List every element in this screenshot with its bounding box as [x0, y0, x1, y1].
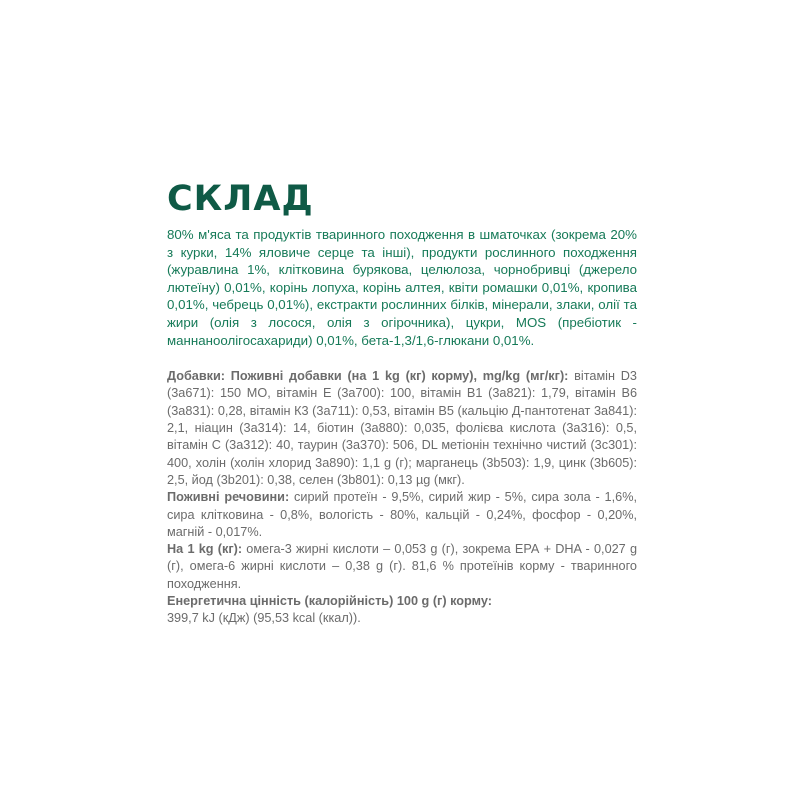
nutrients-label: Поживні речовини:: [167, 490, 290, 505]
per-kg-label: На 1 kg (кг):: [167, 542, 243, 557]
additives-paragraph: [167, 368, 637, 489]
energy-text: 399,7 kJ (кДж) (95,53 kcal (ккал)).: [167, 611, 361, 626]
composition-section: [167, 178, 637, 628]
section-title: СКЛАД: [167, 179, 314, 219]
energy-label-paragraph: [167, 593, 637, 610]
per-kg-paragraph: [167, 541, 637, 593]
composition-text: 80% м'яса та продуктів тваринного походження в шматочках (зокрема 20% з курки, 14% яловиче серце та інші), продукти рослинного походження (журавлина 1%, клітковина бурякова, целюлоза, чорнобривці (джерело лютеїну) 0,01%, корінь лопуха, корінь алтея, квіти ромашки 0,01%, кропива 0,01%, чебрець 0,01%), екстракти рослинних білків, мінерали, злаки, олії та жири (олія з лосося, олія з огірочника), цукри, MOS (пребіотик - маннаноолігосахариди) 0,01%, бета-1,3/1,6-глюкани 0,01%.: [167, 227, 637, 348]
additives-label: Добавки: Поживні добавки (на 1 kg (кг) корму), mg/kg (мг/кг):: [167, 369, 569, 384]
additives-text: вітамін D3 (3а671): 150 МО, вітамін Е (3а700): 100, вітамін В1 (3а821): 1,79, вітамін В6 (3а831): 0,28, вітамін К3 (3а711): 0,53, вітамін В5 (кальцію Д-пантотенат 3а841): 2,1, ніацин (3а314): 14, біотин (3а880): 0,035, фолієва кислота (3а316): 0,5, вітамін С (3а312): 40, таурин (3а370): 506, DL метіонін технічно чистий (3с301): 400, холін (холін хлорид 3а890): 1,1 g (г); марганець (3b503): 1,9, цинк (3b605): 2,5, йод (3b201): 0,38, селен (3b801): 0,13 µg (мкг).: [167, 369, 637, 487]
nutrients-paragraph: [167, 489, 637, 541]
nutrients-text: сирий протеїн - 9,5%, сирий жир - 5%, сира зола - 1,6%, сира клітковина - 0,8%, вологість - 80%, кальцій - 0,24%, фосфор - 0,20%, магній - 0,017%.: [167, 490, 638, 539]
per-kg-text: омега-3 жирні кислоти – 0,053 g (г), зокрема ЕРА + DHA - 0,027 g (г), омега-6 жирні кислоти – 0,38 g (г). 81,6 % протеїнів корму - тваринного походження.: [167, 542, 638, 591]
energy-value-paragraph: [167, 610, 637, 627]
energy-label: Енергетична цінність (калорійність) 100 g (г) корму:: [167, 594, 492, 609]
additives-block: [167, 368, 637, 627]
